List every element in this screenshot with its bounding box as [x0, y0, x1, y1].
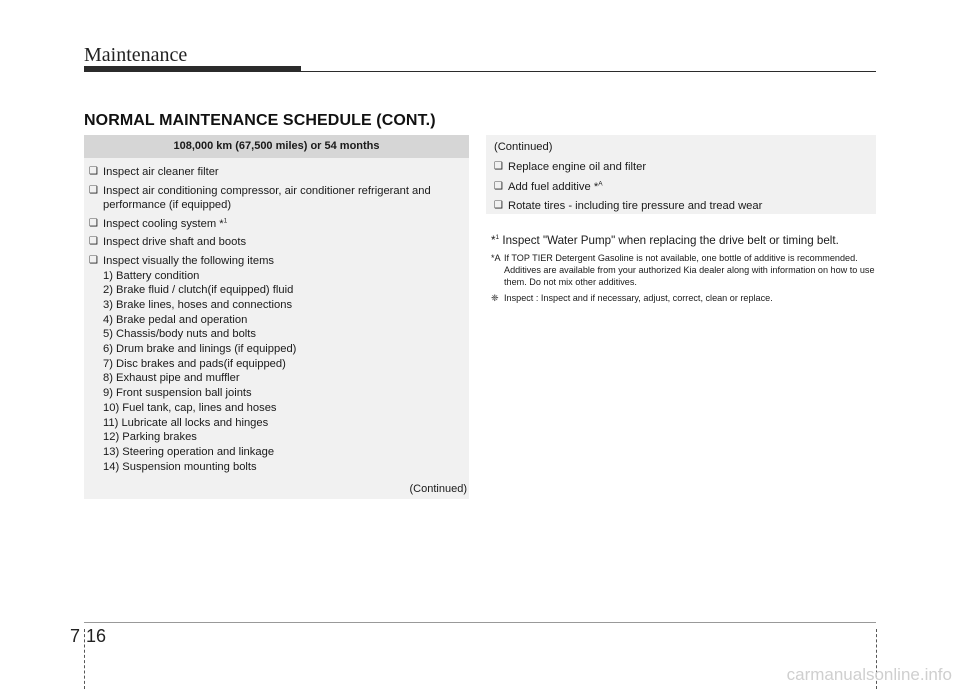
sub-item: 7) Disc brakes and pads(if equipped)	[103, 357, 286, 370]
item-text: Inspect drive shaft and boots	[103, 236, 247, 249]
list-item	[89, 235, 461, 250]
continued-label: (Continued)	[409, 483, 467, 495]
sub-item: 2) Brake fluid / clutch(if equipped) fluid	[103, 284, 294, 297]
sub-item: 13) Steering operation and linkage	[103, 446, 275, 458]
sub-item: 10) Fuel tank, cap, lines and hoses	[103, 401, 277, 414]
continued-label: (Continued)	[494, 141, 553, 153]
item-text: Inspect cooling system *	[103, 217, 224, 230]
footnote-ref: 1	[495, 234, 500, 242]
sub-item: 8) Exhaust pipe and muffler	[103, 372, 240, 385]
footnote-text: Inspect "Water Pump" when replacing the drive belt or timing belt.	[499, 234, 839, 247]
checkbox-icon: ❑	[89, 166, 98, 177]
sub-item: 1) Battery condition	[103, 269, 200, 282]
checkbox-icon: ❑	[89, 254, 98, 266]
sub-item: 12) Parking brakes	[103, 431, 197, 444]
footnote-water-pump	[491, 233, 876, 248]
footer-rule	[84, 622, 876, 623]
asterisk-flower-icon: ❈	[491, 293, 499, 303]
footnote-text: If TOP TIER Detergent Gasoline is not available, one bottle of additive is recommended. Additives are available from your authorized Kia dealer along with information on how to use them. Do not mix other additives.	[504, 253, 875, 287]
list-item	[494, 180, 868, 195]
sub-item: 3) Brake lines, hoses and connections	[103, 298, 293, 311]
footnote-inspect-definition	[491, 292, 876, 304]
sub-item: 4) Brake pedal and operation	[103, 313, 248, 326]
checkbox-icon: ❑	[89, 236, 98, 248]
page-number: 16	[86, 626, 107, 646]
inspection-subitems	[89, 269, 461, 475]
checkbox-icon: ❑	[494, 200, 503, 212]
sub-item: 11) Lubricate all locks and hinges	[103, 416, 269, 429]
list-item	[494, 160, 868, 175]
checkbox-icon: ❑	[494, 161, 503, 172]
item-text: Inspect air conditioning compressor, air conditioner refrigerant and performance (if equipped)	[103, 184, 431, 212]
list-item	[494, 199, 868, 214]
item-text: Inspect air cleaner filter	[103, 166, 219, 178]
item-text: Rotate tires - including tire pressure and tread wear	[508, 200, 763, 213]
checkbox-icon: ❑	[494, 180, 503, 192]
schedule-panel-108k	[84, 135, 469, 499]
chapter-number: 7	[70, 626, 81, 646]
section-title: NORMAL MAINTENANCE SCHEDULE (CONT.)	[84, 112, 436, 129]
footnote-fuel-additive	[491, 252, 876, 288]
page-header-title: Maintenance	[84, 44, 188, 66]
footnotes	[491, 233, 876, 304]
footnote-text: Inspect : Inspect and if necessary, adjust, correct, clean or replace.	[504, 293, 773, 303]
footnote-mark: *	[491, 234, 496, 247]
sub-item: 14) Suspension mounting bolts	[103, 460, 257, 473]
maintenance-item-list	[486, 135, 876, 214]
schedule-panel-continued	[486, 135, 876, 214]
footnote-ref: A	[598, 179, 603, 187]
sub-item: 6) Drum brake and linings (if equipped)	[103, 343, 297, 356]
list-item	[89, 165, 461, 180]
item-text: Add fuel additive *	[508, 180, 599, 193]
header-rule-thin	[301, 71, 876, 72]
list-item	[89, 217, 461, 232]
footnote-ref: 1	[223, 217, 228, 225]
footnote-mark: *A	[491, 253, 501, 263]
item-text: Inspect visually the following items	[103, 254, 274, 267]
header-rule-thick	[84, 66, 301, 72]
list-item	[89, 254, 461, 474]
maintenance-item-list	[84, 158, 469, 474]
sub-item: 9) Front suspension ball joints	[103, 387, 252, 400]
checkbox-icon: ❑	[89, 184, 98, 196]
checkbox-icon: ❑	[89, 217, 98, 229]
item-text: Replace engine oil and filter	[508, 161, 647, 173]
watermark-logo: carmanualsonline.info	[786, 665, 952, 684]
schedule-interval-heading: 108,000 km (67,500 miles) or 54 months	[84, 135, 469, 158]
list-item	[89, 184, 461, 213]
sub-item: 5) Chassis/body nuts and bolts	[103, 328, 256, 341]
